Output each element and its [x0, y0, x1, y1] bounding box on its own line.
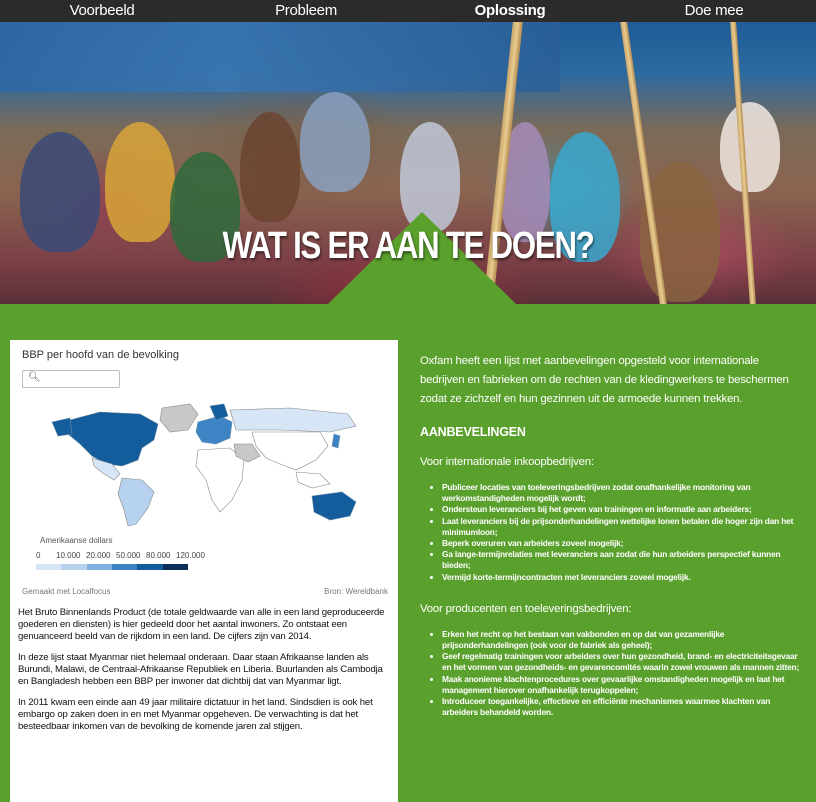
group-title-producers: Voor producenten en toeleveringsbedrijven:: [420, 602, 632, 615]
map-region-russia[interactable]: [230, 408, 356, 432]
legend-label: 10.000: [56, 551, 81, 560]
world-map[interactable]: [30, 400, 380, 530]
panel-body-text: [18, 607, 390, 742]
legend-label: 50.000: [116, 551, 141, 560]
legend-swatch: [163, 564, 188, 570]
nav-item-oplossing[interactable]: Oplossing: [474, 2, 546, 19]
list-item: • Publiceer locaties van toeleveringsbedrijven zodat onafhankelijke monitoring van werkomstandigheden mogelijk wordt;: [442, 482, 806, 504]
map-title: BBP per hoofd van de bevolking: [22, 349, 179, 361]
hero-person: [300, 92, 370, 192]
legend-label: 80.000: [146, 551, 171, 560]
list-item: • Erken het recht op het bestaan van vakbonden en op dat van gezamenlijke prijsonderhandelingen (ook voor de fabriek als geheel);: [442, 629, 806, 651]
hero-background-wall: [0, 22, 560, 92]
paragraph: Het Bruto Binnenlands Product (de totale geldwaarde van alle in een land geproduceerde goederen en diensten) is hier gedeeld door het aantal inwoners. Zo ontstaat een genuanceerd beeld van de rijkdom in een land. De cijfers zijn van 2014.: [18, 607, 385, 642]
map-region-japan[interactable]: [332, 434, 340, 448]
map-region-australia[interactable]: [312, 492, 356, 520]
list-item: • Ga lange-termijnrelaties met leveranciers aan zodat die hun arbeiders perspectief kunnen bieden;: [442, 549, 806, 571]
legend-swatch: [87, 564, 112, 570]
hero-photo: [0, 22, 816, 304]
legend-swatch: [36, 564, 61, 570]
list-item: • Geef regelmatig trainingen voor arbeiders over hun gezondheid, brand- en electriciteitsgevaar en het vormen van gezondheids- en gevarencomités waarin zowel vrouwen als mannen zitten;: [442, 651, 806, 673]
group-title-buyers: Voor internationale inkoopbedrijven:: [420, 456, 594, 468]
list-item: • Ondersteun leveranciers bij het geven van trainingen en informatie aan arbeiders;: [442, 504, 806, 515]
legend-swatch: [61, 564, 86, 570]
map-region-scandinavia[interactable]: [210, 404, 228, 420]
recommendations-heading: AANBEVELINGEN: [420, 425, 526, 439]
map-region-southeast-asia[interactable]: [296, 472, 330, 488]
hero-person: [240, 112, 300, 222]
top-navigation: [0, 0, 816, 22]
paragraph: In deze lijst staat Myanmar niet helemaal onderaan. Daar staan Afrikaanse landen als Burundi, Malawi, de Centraal-Afrikaanse Republiek en Liberia. Buurlanden als Cambodja en Bangladesh hebben een BBP per inwoner dat dichtbij dat van Myanmar ligt.: [18, 652, 383, 687]
nav-item-voorbeeld[interactable]: Voorbeeld: [69, 2, 135, 19]
hero-person: [720, 102, 780, 192]
nav-item-doe-mee[interactable]: Doe mee: [684, 2, 744, 19]
map-region-asia[interactable]: [252, 432, 328, 470]
intro-text: Oxfam heeft een lijst met aanbevelingen opgesteld voor internationale bedrijven en fabrieken om de rechten van de kledingwerkers te beschermen zodat ze zichzelf en hun gezinnen uit de armoede kunnen trekken.: [420, 355, 789, 405]
legend-color-scale: [36, 564, 188, 570]
gdp-map-panel: [10, 340, 398, 802]
map-region-europe[interactable]: [196, 416, 232, 444]
map-search-input[interactable]: [41, 372, 115, 384]
list-item: • Beperk overuren van arbeiders zoveel mogelijk;: [442, 538, 806, 549]
search-icon: 🔍︎: [28, 372, 41, 383]
recommendations-section: [420, 352, 806, 738]
map-region-north-america[interactable]: [68, 412, 158, 466]
legend-labels: [36, 551, 216, 561]
map-region-south-america[interactable]: [118, 478, 154, 526]
map-search-box[interactable]: [22, 370, 120, 388]
map-source: Bron: Wereldbank: [324, 587, 388, 596]
hero-person: [105, 122, 175, 242]
map-region-africa[interactable]: [196, 448, 244, 512]
list-item: • Vermijd korte-termijncontracten met leveranciers zoveel mogelijk.: [442, 572, 806, 583]
nav-item-probleem[interactable]: Probleem: [275, 2, 337, 19]
map-region-greenland[interactable]: [160, 404, 198, 432]
paragraph: In 2011 kwam een einde aan 49 jaar militaire dictatuur in het land. Sindsdien is ook het embargo op zaken doen in en met Myanmar opgeheven. De verwachting is dat het besteedbaar inkomen van de bevolking de komende jaren zal stijgen.: [18, 697, 373, 732]
map-region-alaska[interactable]: [52, 418, 72, 436]
page-title: WAT IS ER AAN TE DOEN?: [222, 225, 594, 267]
legend-label: 120.000: [176, 551, 205, 560]
list-item: • Introduceer toegankelijke, effectieve en efficiënte mechanismes waarmee klachten van arbeiders behandeld worden.: [442, 696, 806, 718]
legend-swatch: [137, 564, 162, 570]
legend-swatch: [112, 564, 137, 570]
recommendations-list-buyers: [420, 482, 806, 583]
legend-label: 0: [36, 551, 41, 560]
recommendations-list-producers: [420, 629, 806, 719]
list-item: • Laat leveranciers bij de prijsonderhandelingen wettelijke lonen betalen die hoger zijn dan het minimumloon;: [442, 516, 806, 538]
legend-label: 20.000: [86, 551, 111, 560]
legend-title: Amerikaanse dollars: [40, 536, 113, 545]
list-item: • Maak anonieme klachtenprocedures over gevaarlijke omstandigheden mogelijk en laat het management hierover onafhankelijk terugkoppelen;: [442, 674, 806, 696]
map-credit[interactable]: Gemaakt met Localfocus: [22, 587, 111, 596]
